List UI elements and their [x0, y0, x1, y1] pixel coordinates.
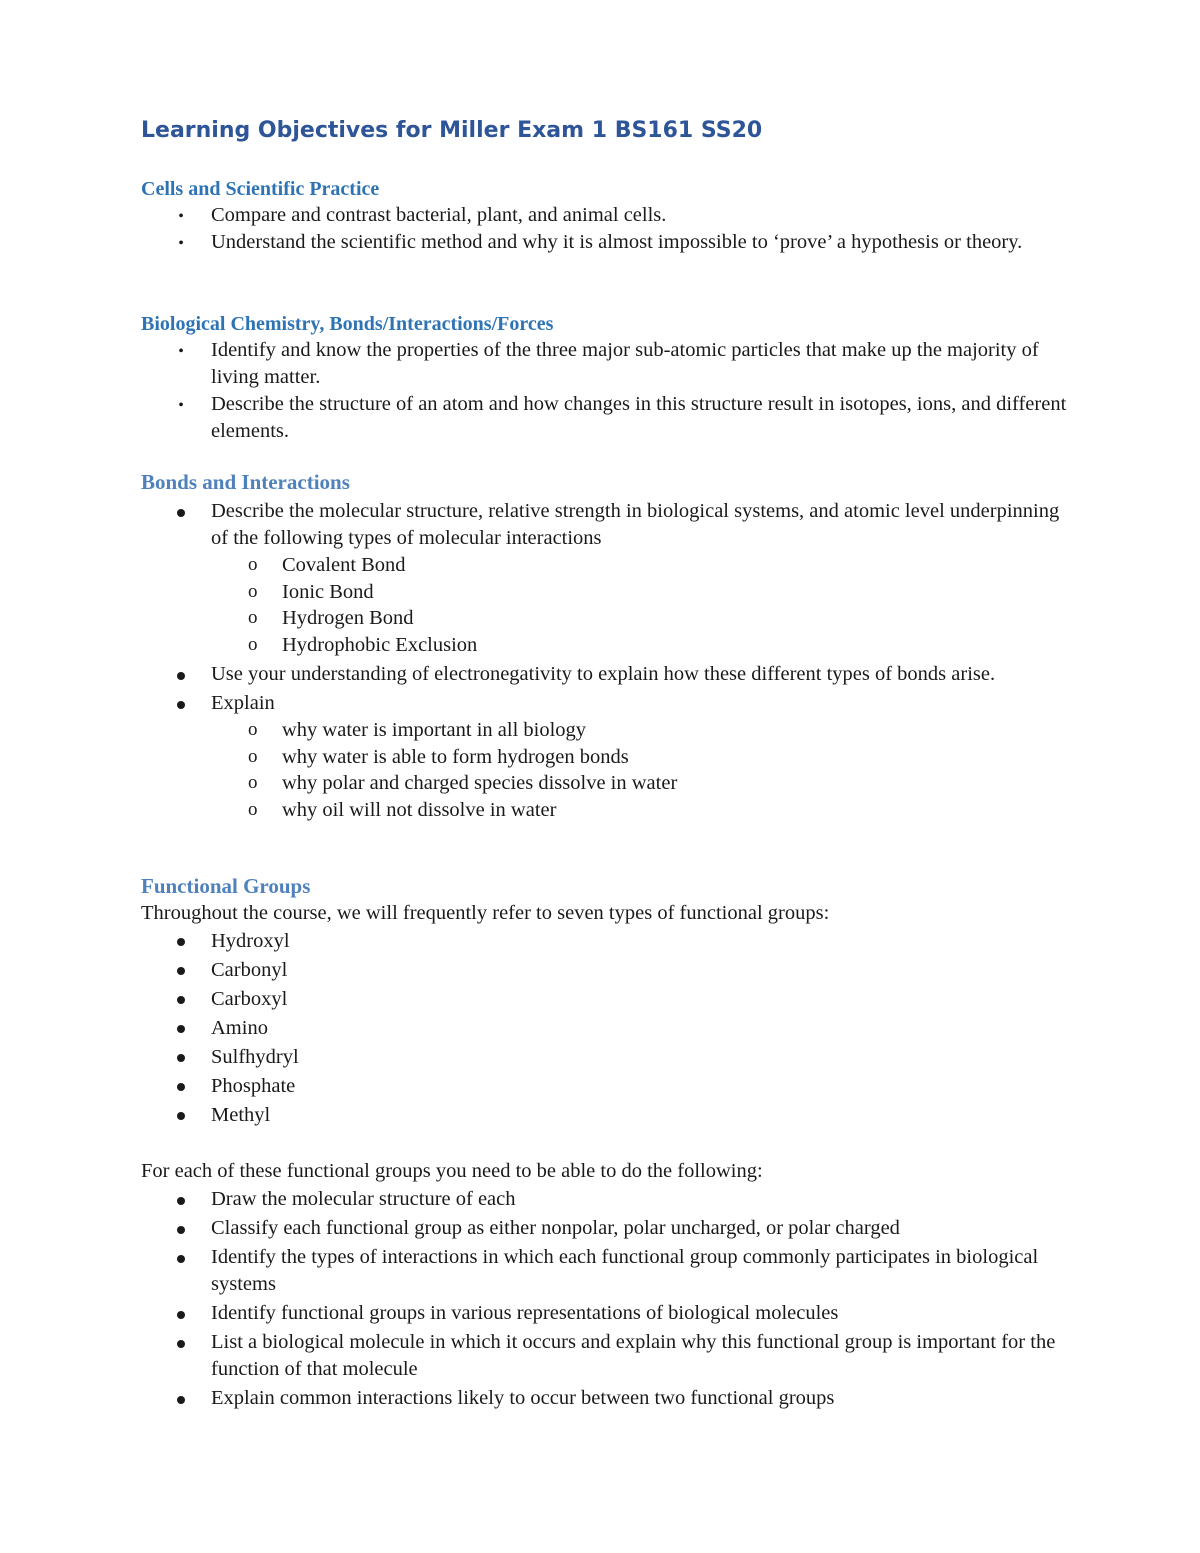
section-heading-functional-groups: Functional Groups — [141, 874, 311, 898]
section-cells — [141, 178, 1071, 256]
functional-tasks-list — [141, 1186, 1071, 1412]
section-heading-chemistry: Biological Chemistry, Bonds/Interactions/Forces — [141, 313, 554, 335]
sub-list-item: o why oil will not dissolve in water — [141, 797, 1071, 824]
list-item: • Identify and know the properties of the three major sub-atomic particles that make up the majority of living matter. — [141, 337, 1071, 391]
sub-list-item: o Covalent Bond — [141, 552, 1071, 579]
list-item: Identify functional groups in various representations of biological molecules — [211, 1302, 839, 1324]
section-functional-tasks — [141, 1157, 1071, 1412]
list-item: Sulfhydryl — [211, 1046, 299, 1068]
bullet-icon — [174, 202, 188, 230]
list-item: Explain — [211, 691, 275, 714]
section-chemistry — [141, 313, 1071, 445]
bullet-icon — [174, 337, 188, 365]
list-item: Methyl — [211, 1104, 271, 1126]
list-item: Identify the types of interactions in which each functional group commonly participates in biological systems — [211, 1246, 1039, 1295]
sub-list-item: o why water is able to form hydrogen bonds — [141, 744, 1071, 771]
section-bonds — [141, 470, 1071, 824]
list-item: List a biological molecule in which it occurs and explain why this functional group is important for the function of that molecule — [211, 1331, 1056, 1380]
list-item: Hydroxyl — [211, 930, 290, 952]
sub-list-item: o Ionic Bond — [141, 579, 1071, 606]
cells-list — [141, 202, 1071, 256]
circle-bullet-icon: o — [248, 798, 258, 820]
circle-bullet-icon: o — [248, 772, 258, 794]
list-item: Phosphate — [211, 1075, 296, 1097]
functional-tasks-intro: For each of these functional groups you need to be able to do the following: — [141, 1160, 763, 1182]
list-item: Classify each functional group as either nonpolar, polar uncharged, or polar charged — [211, 1217, 900, 1239]
bonds-sublist — [141, 552, 1071, 659]
circle-bullet-icon: o — [248, 718, 258, 740]
document-title: Learning Objectives for Miller Exam 1 BS161 SS20 — [141, 118, 763, 143]
bullet-icon — [174, 229, 188, 257]
sub-list-item: o why polar and charged species dissolve in water — [141, 770, 1071, 797]
list-item: Explain common interactions likely to occur between two functional groups — [211, 1387, 835, 1409]
chemistry-list — [141, 337, 1071, 445]
list-item: Amino — [211, 1017, 268, 1039]
circle-bullet-icon: o — [248, 580, 258, 602]
list-item: Describe the molecular structure, relative strength in biological systems, and atomic level underpinning of the following types of molecular interactions — [211, 500, 1060, 549]
list-item: Use your understanding of electronegativity to explain how these different types of bonds arise. — [211, 662, 996, 685]
list-item: • Compare and contrast bacterial, plant, and animal cells. — [141, 202, 1071, 229]
bonds-list-continued — [141, 661, 1071, 717]
circle-bullet-icon: o — [248, 607, 258, 629]
circle-bullet-icon: o — [248, 745, 258, 767]
bullet-icon — [174, 391, 188, 419]
list-item: Carboxyl — [211, 988, 288, 1010]
bonds-list — [141, 498, 1071, 552]
list-item: • Understand the scientific method and why it is almost impossible to ‘prove’ a hypothesis or theory. — [141, 229, 1071, 256]
sub-list-item: o Hydrogen Bond — [141, 605, 1071, 632]
circle-bullet-icon: o — [248, 634, 258, 656]
section-functional-groups — [141, 874, 1071, 1130]
sub-list-item: o Hydrophobic Exclusion — [141, 632, 1071, 659]
list-item: Draw the molecular structure of each — [211, 1188, 516, 1210]
explain-sublist — [141, 717, 1071, 824]
sub-list-item: o why water is important in all biology — [141, 717, 1071, 744]
functional-groups-intro: Throughout the course, we will frequently refer to seven types of functional groups: — [141, 902, 830, 924]
section-heading-bonds: Bonds and Interactions — [141, 470, 350, 494]
list-item: Carbonyl — [211, 959, 288, 981]
section-heading-cells: Cells and Scientific Practice — [141, 178, 380, 200]
circle-bullet-icon: o — [248, 554, 258, 575]
list-item: • Describe the structure of an atom and how changes in this structure result in isotopes, ions, and different elements. — [141, 391, 1071, 445]
functional-groups-list — [141, 927, 1071, 1130]
